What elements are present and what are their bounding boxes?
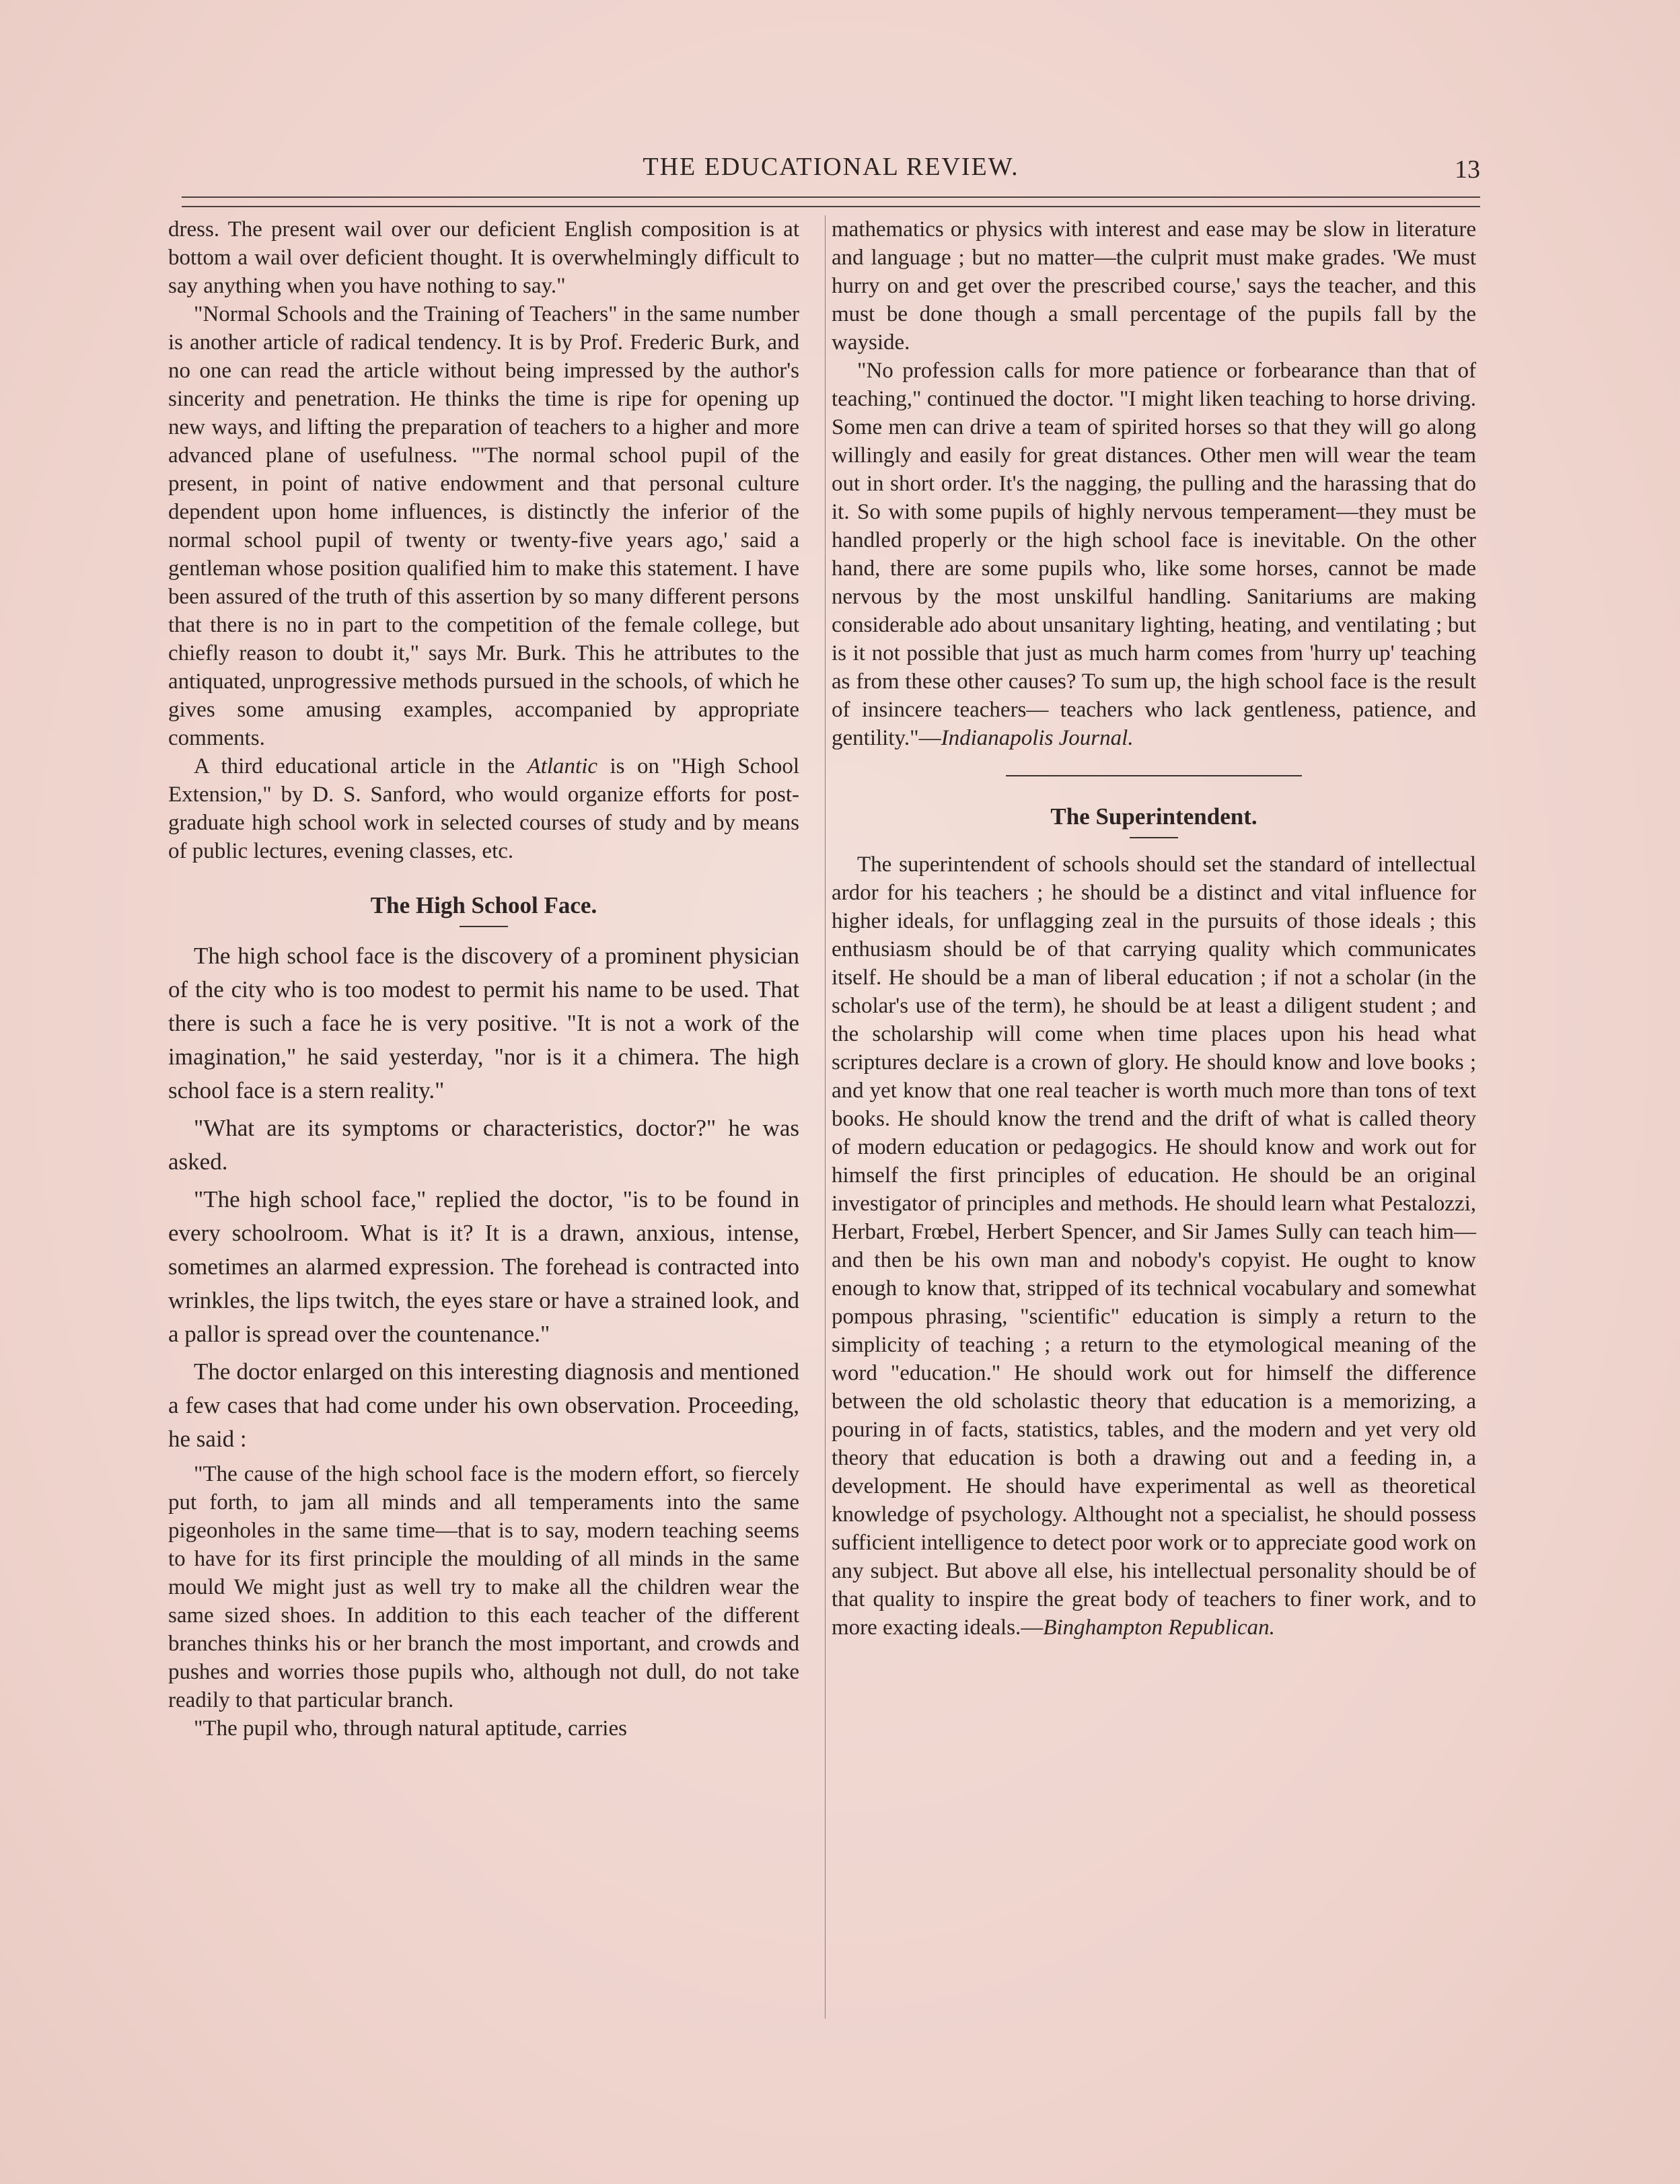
text-run: is on "High School Extension," by D. S. Sanford, who would organize efforts for post-graduate high school work in selected courses of study and by means of public lectures, evening classes, etc. bbox=[168, 754, 799, 863]
paragraph-superintendent bbox=[832, 850, 1476, 1642]
text-run: The superintendent of schools should set the standard of intellectual ardor for his teachers ; he should be a distinct and vital influence for higher ideals, for unflagging zeal in the pursuits of those ideals ; this enthusiasm should be of that carrying quality which communicates itself. He should be a man of liberal education ; if not a scholar (in the scholar's use of the term), he should be at least a diligent student ; and the scholarship will come when time places upon his head what scriptures declare is a crown of glory. He should know and love books ; and yet know that one real teacher is worth much more than tons of text books. He should know the trend and the drift of what is called theory of modern education or pedagogics. He should know and work out for himself the first principles of education. He should be an original investigator of principles and methods. He should learn what Pestalozzi, Herbart, Frœbel, Herbert Spencer, and Sir James Sully can teach him—and then be his own man and nobody's copyist. He ought to know enough to know that, stripped of its technical vocabulary and somewhat pompous phrasing, "scientific" education is simply a return to the simplicity of teaching ; a return to the etymological meaning of the word "education." He should work out for himself the difference between the old scholastic theory that education is a memorizing, a pouring in of facts, statistics, tables, and the modern and yet very old theory that education is both a drawing out and a feeding in, a development. He should have experimental as well as theoretical knowledge of psychology. Althought not a specialist, he should possess sufficient intelligence to detect poor work or to appreciate good work on any subject. But above all else, his intellectual personality should be of that quality to inspire the great body of teachers to finer work, and to more exacting ideals.— bbox=[832, 852, 1476, 1640]
paragraph: dress. The present wail over our deficient English composition is at bottom a wail over deficient thought. It is overwhelmingly difficult to say anything when you have nothing to say." bbox=[168, 217, 799, 298]
paragraph-atlantic bbox=[168, 752, 799, 865]
page-number: 13 bbox=[1455, 155, 1480, 184]
paragraph: "The cause of the high school face is the modern effort, so fiercely put forth, to jam all minds and all temperaments into the same pigeonholes in the same time—that is to say, modern teaching seems to have for its first principle the moulding of all minds in the same mould We might just as well try to make all the children wear the same sized shoes. In addition to this each teacher of the different branches thinks his or her branch the most important, and crowds and pushes and worries those pupils who, although not dull, do not take readily to that particular branch. bbox=[168, 1462, 799, 1712]
paragraph: "What are its symptoms or characteristics, doctor?" he was asked. bbox=[168, 1115, 799, 1175]
paragraph: mathematics or physics with interest and ease may be slow in literature and language ; but no matter—the culprit must make grades. 'We must hurry on and get over the prescribed course,' says the teacher, and this must be done though a small percentage of the pupils fall by the wayside. bbox=[832, 217, 1476, 355]
text-run: "No profession calls for more patience or forbearance than that of teaching," continued the doctor. "I might liken teaching to horse driving. Some men can drive a team of spirited horses so that they will go along willingly and easily for great distances. Other men will wear the team out in short order. It's the nagging, the pulling and the harassing that do it. So with some pupils of highly nervous temperament—they must be handled properly or the high school face is inevitable. On the other hand, there are some pupils who, like some horses, cannot be made nervous by the most unskilful handling. Sanitariums are making considerable ado about unsanitary lighting, heating, and ventilating ; but is it not possible that just as much harm comes from 'hurry up' teaching as from these other causes? To sum up, the high school face is the result of insincere teachers— teachers who lack gentleness, patience, and gentility."— bbox=[832, 359, 1476, 750]
publication-name: Atlantic bbox=[527, 754, 598, 778]
left-column bbox=[168, 215, 799, 1743]
paragraph: "The pupil who, through natural aptitude, carries bbox=[194, 1716, 627, 1741]
journal-title: THE EDUCATIONAL REVIEW. bbox=[643, 153, 1019, 181]
source-attribution: Indianapolis Journal. bbox=[941, 726, 1134, 750]
article-title-superintendent: The Superintendent. bbox=[1050, 803, 1257, 830]
source-attribution: Binghampton Republican. bbox=[1043, 1615, 1275, 1640]
title-rule bbox=[1130, 837, 1178, 838]
column-divider bbox=[825, 215, 826, 2018]
article-title-high-school-face: The High School Face. bbox=[370, 892, 597, 918]
paragraph: The high school face is the discovery of a prominent physician of the city who is too modest to permit his name to be used. That there is such a face he is very positive. "It is not a work of the imagination," he said yesterday, "nor is it a chimera. The high school face is a stern reality." bbox=[168, 943, 799, 1103]
paragraph: The doctor enlarged on this interesting diagnosis and mentioned a few cases that had come under his own observation. Proceeding, he said : bbox=[168, 1358, 799, 1452]
paragraph: "Normal Schools and the Training of Teachers" in the same number is another article of radical tendency. It is by Prof. Frederic Burk, and no one can read the article without being impressed by the author's sincerity and penetration. He thinks the time is ripe for opening up new ways, and lifting the preparation of teachers to a higher and more advanced plane of usefulness. "'The normal school pupil of the present, in point of native endowment and that personal culture dependent upon home influences, is distinctly the inferior of the normal school pupil of twenty or twenty-five years ago,' said a gentleman whose position qualified him to make this statement. I have been assured of the truth of this assertion by so many different persons that there is no in part to the competition of the female college, but chiefly reason to doubt it," says Mr. Burk. This he attributes to the antiquated, unprogressive methods pursued in the schools, of which he gives some amusing examples, accompanied by appropriate comments. bbox=[168, 302, 799, 750]
paragraph-quote bbox=[832, 357, 1476, 752]
text-run: A third educational article in the bbox=[194, 754, 527, 778]
section-divider bbox=[1006, 775, 1302, 776]
paragraph: "The high school face," replied the doctor, "is to be found in every schoolroom. What is it? It is a drawn, anxious, intense, sometimes an alarmed expression. The forehead is contracted into wrinkles, the lips twitch, the eyes stare or have a strained look, and a pallor is spread over the countenance." bbox=[168, 1186, 799, 1347]
right-column bbox=[832, 215, 1476, 1642]
running-head bbox=[182, 149, 1480, 190]
title-rule bbox=[460, 926, 508, 927]
header-double-rule bbox=[182, 196, 1480, 207]
